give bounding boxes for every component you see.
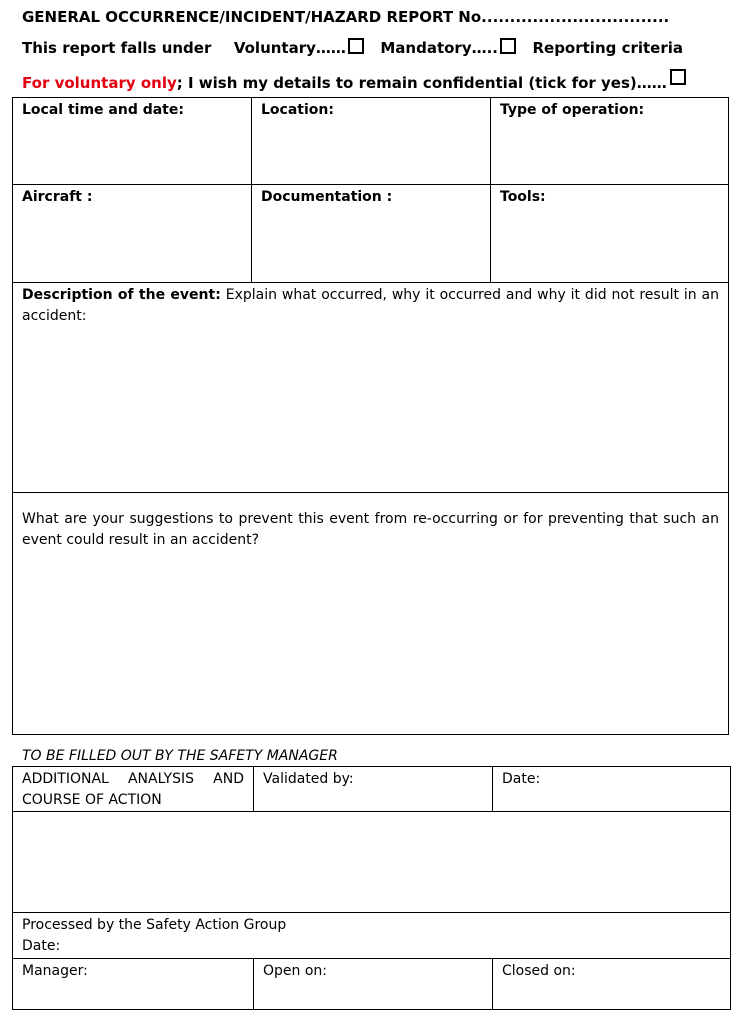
closed-on-label: Closed on: <box>502 963 576 979</box>
confidential-checkbox[interactable] <box>670 69 686 85</box>
additional-analysis-label: ADDITIONAL ANALYSIS AND COURSE OF ACTION <box>22 771 244 808</box>
report-type-line <box>22 38 683 57</box>
local-time-date-field[interactable] <box>13 98 251 184</box>
aircraft-field[interactable] <box>13 184 251 282</box>
aircraft-label: Aircraft : <box>22 189 93 205</box>
suggestions-prompt: What are your suggestions to prevent this event from re-occurring or for preventing that such an event could result in an accident? <box>22 511 719 548</box>
type-of-operation-field[interactable] <box>490 98 728 184</box>
confidential-line <box>22 69 686 92</box>
documentation-label: Documentation : <box>261 189 393 205</box>
tools-label: Tools: <box>500 189 546 205</box>
report-title: GENERAL OCCURRENCE/INCIDENT/HAZARD REPORT No................................. <box>22 8 670 26</box>
confidential-label: ; I wish my details to remain confidential (tick for yes)…… <box>176 74 667 92</box>
manager-field[interactable] <box>13 958 253 1009</box>
analysis-text-area[interactable] <box>13 811 730 912</box>
description-label: Description of the event: <box>22 287 221 303</box>
type-of-operation-label: Type of operation: <box>500 102 645 118</box>
additional-analysis-cell <box>13 767 253 811</box>
mandatory-checkbox[interactable] <box>500 38 516 54</box>
open-on-field[interactable] <box>253 958 492 1009</box>
safety-manager-form <box>12 766 731 1010</box>
processed-by-cell[interactable] <box>13 912 730 958</box>
documentation-field[interactable] <box>251 184 490 282</box>
open-on-label: Open on: <box>263 963 327 979</box>
description-instructions: Explain what occurred, why it occurred and why it did not result in an accident: <box>22 287 719 324</box>
processed-by-label: Processed by the Safety Action Group <box>22 917 287 933</box>
description-field[interactable] <box>13 282 728 492</box>
mandatory-label: Mandatory….. <box>380 39 498 57</box>
validation-date-label: Date: <box>502 771 541 787</box>
safety-manager-heading: TO BE FILLED OUT BY THE SAFETY MANAGER <box>22 748 338 764</box>
voluntary-label: Voluntary…… <box>233 39 346 57</box>
closed-on-field[interactable] <box>492 958 730 1009</box>
location-label: Location: <box>261 102 334 118</box>
location-field[interactable] <box>251 98 490 184</box>
report-form <box>12 97 729 735</box>
voluntary-checkbox[interactable] <box>348 38 364 54</box>
local-time-date-label: Local time and date: <box>22 102 184 118</box>
voluntary-only-label: For voluntary only <box>22 74 177 92</box>
validated-by-label: Validated by: <box>263 771 354 787</box>
reporting-criteria-label: Reporting criteria <box>532 39 684 57</box>
validated-by-field[interactable] <box>253 767 492 811</box>
manager-label: Manager: <box>22 963 88 979</box>
tools-field[interactable] <box>490 184 728 282</box>
processed-date-label: Date: <box>22 938 61 954</box>
validation-date-field[interactable] <box>492 767 730 811</box>
suggestions-field[interactable] <box>13 492 728 734</box>
falls-under-label: This report falls under <box>22 39 212 57</box>
